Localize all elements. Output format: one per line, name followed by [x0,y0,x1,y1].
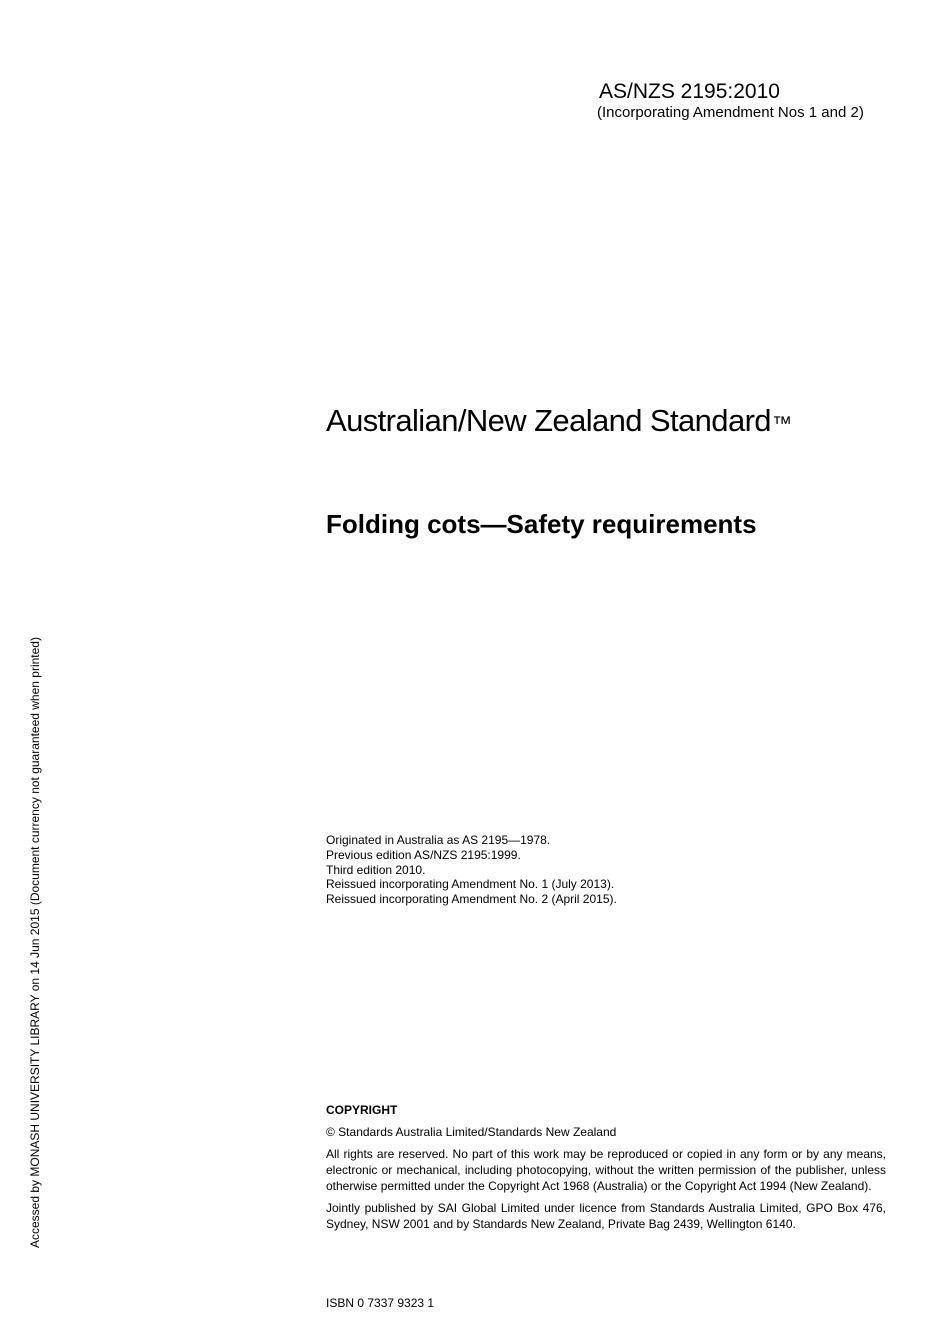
amendment-note: (Incorporating Amendment Nos 1 and 2) [597,104,864,121]
standard-number: AS/NZS 2195:2010 [599,80,780,103]
history-line: Originated in Australia as AS 2195—1978. [326,833,551,847]
rights-paragraph: All rights are reserved. No part of this work may be reproduced or copied in any form or by any means, electronic or mechanical, including photocopying, without the written permission of the publisher, unless otherwise permitted under the Copyright Act 1968 (Australia) or the Copyright Act 1994 (New Zealand). [326,1147,886,1193]
publisher-paragraph: Jointly published by SAI Global Limited under licence from Standards Australia Limited, GPO Box 476, Sydney, NSW 2001 and by Standards New Zealand, Private Bag 2439, Wellington 6140. [326,1201,886,1231]
copyright-heading: COPYRIGHT [326,1103,398,1117]
history-line: Third edition 2010. [326,862,426,877]
series-title-text: Australian/New Zealand Standard [326,403,771,438]
history-line: Reissued incorporating Amendment No. 2 (April 2015). [326,892,617,907]
access-stamp: Accessed by MONASH UNIVERSITY LIBRARY on 14 Jun 2015 (Document currency not guaranteed when printed) [28,637,42,1248]
isbn: ISBN 0 7337 9323 1 [326,1296,435,1310]
history-line: Previous edition AS/NZS 2195:1999. [326,847,521,862]
trademark-symbol: ™ [771,413,792,435]
publication-history [326,833,617,907]
document-title: Folding cots—Safety requirements [326,509,757,539]
copyright-block [326,1102,886,1238]
copyright-holder: © Standards Australia Limited/Standards New Zealand [326,1125,617,1139]
history-line: Reissued incorporating Amendment No. 1 (July 2013). [326,877,615,892]
series-title [326,402,791,440]
